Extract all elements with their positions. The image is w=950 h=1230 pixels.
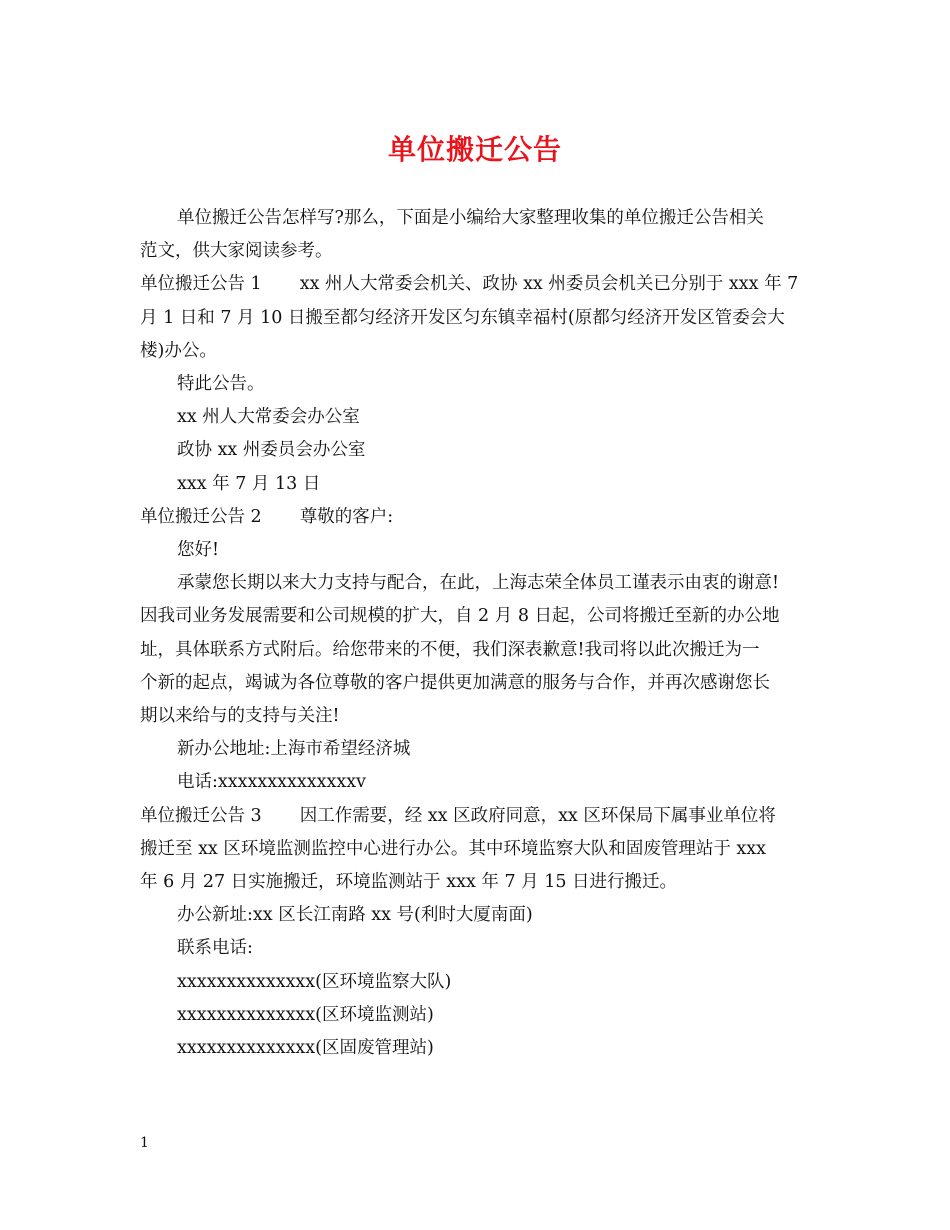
section-heading: 单位搬迁公告 3 <box>140 805 262 826</box>
line-text: 范文，供大家阅读参考。 <box>140 241 333 262</box>
body-line <box>140 999 830 1032</box>
line-text: 办公新址:xx 区长江南路 xx 号(利时大厦南面) <box>177 905 533 926</box>
line-text: 年 6 月 27 日实施搬迁，环境监测站于 xxx 年 7 月 15 日进行搬迁。 <box>140 872 678 893</box>
line-text: xx 州人大常委会机关、政协 xx 州委员会机关已分别于 xxx 年 7 <box>299 274 799 295</box>
section-heading-line <box>140 800 830 833</box>
body-line <box>140 368 830 401</box>
body-line <box>140 335 830 368</box>
body-line <box>140 899 830 932</box>
line-text: 承蒙您长期以来大力支持与配合，在此，上海志荣全体员工谨表示由衷的谢意! <box>177 573 780 594</box>
section-heading: 单位搬迁公告 2 <box>140 506 262 527</box>
document-body <box>140 202 830 1065</box>
body-line <box>140 302 830 335</box>
body-line <box>140 202 830 235</box>
line-text: 新办公地址:上海市希望经济城 <box>177 739 411 760</box>
body-line <box>140 733 830 766</box>
line-text: 址，具体联系方式附后。给您带来的不便，我们深表歉意!我司将以此次搬迁为一 <box>140 639 760 660</box>
section-heading-line <box>140 268 830 301</box>
body-line <box>140 866 830 899</box>
body-line <box>140 966 830 999</box>
body-line <box>140 567 830 600</box>
section-heading: 单位搬迁公告 1 <box>140 274 262 295</box>
line-text: 电话:xxxxxxxxxxxxxxv <box>177 772 366 793</box>
body-line <box>140 634 830 667</box>
line-text: xxxxxxxxxxxxxx(区环境监察大队) <box>177 971 452 992</box>
body-line <box>140 667 830 700</box>
body-line <box>140 766 830 799</box>
body-line <box>140 401 830 434</box>
body-line <box>140 468 830 501</box>
line-text: 联系电话: <box>177 938 253 959</box>
line-text: 搬迁至 xx 区环境监测监控中心进行办公。其中环境监察大队和固废管理站于 xxx <box>140 838 767 859</box>
section-heading-line <box>140 501 830 534</box>
line-text: xxxxxxxxxxxxxx(区环境监测站) <box>177 1004 434 1025</box>
line-text: 个新的起点，竭诚为各位尊敬的客户提供更加满意的服务与合作，并再次感谢您长 <box>140 672 770 693</box>
body-line <box>140 932 830 965</box>
body-line <box>140 434 830 467</box>
document-title: 单位搬迁公告 <box>387 133 562 166</box>
body-line <box>140 235 830 268</box>
body-line <box>140 1032 830 1065</box>
line-text: 月 1 日和 7 月 10 日搬至都匀经济开发区匀东镇幸福村(原都匀经济开发区管委会大 <box>140 307 785 328</box>
body-line <box>140 600 830 633</box>
line-text: 期以来给与的支持与关注! <box>140 706 340 727</box>
body-line <box>140 534 830 567</box>
line-text: 特此公告。 <box>177 374 265 395</box>
line-text: xxx 年 7 月 13 日 <box>177 473 321 494</box>
line-text: 尊敬的客户: <box>299 506 394 527</box>
page-number: 1 <box>140 1135 149 1151</box>
body-line <box>140 700 830 733</box>
line-text: xxxxxxxxxxxxxx(区固废管理站) <box>177 1038 434 1059</box>
line-text: 因工作需要，经 xx 区政府同意，xx 区环保局下属事业单位将 <box>299 805 776 826</box>
line-text: 政协 xx 州委员会办公室 <box>177 440 366 461</box>
line-text: 您好! <box>177 540 220 561</box>
line-text: 因我司业务发展需要和公司规模的扩大，自 2 月 8 日起，公司将搬迁至新的办公地 <box>140 606 780 627</box>
line-text: 楼)办公。 <box>140 340 217 361</box>
line-text: xx 州人大常委会办公室 <box>177 407 360 428</box>
body-line <box>140 833 830 866</box>
line-text: 单位搬迁公告怎样写?那么，下面是小编给大家整理收集的单位搬迁公告相关 <box>177 208 764 228</box>
